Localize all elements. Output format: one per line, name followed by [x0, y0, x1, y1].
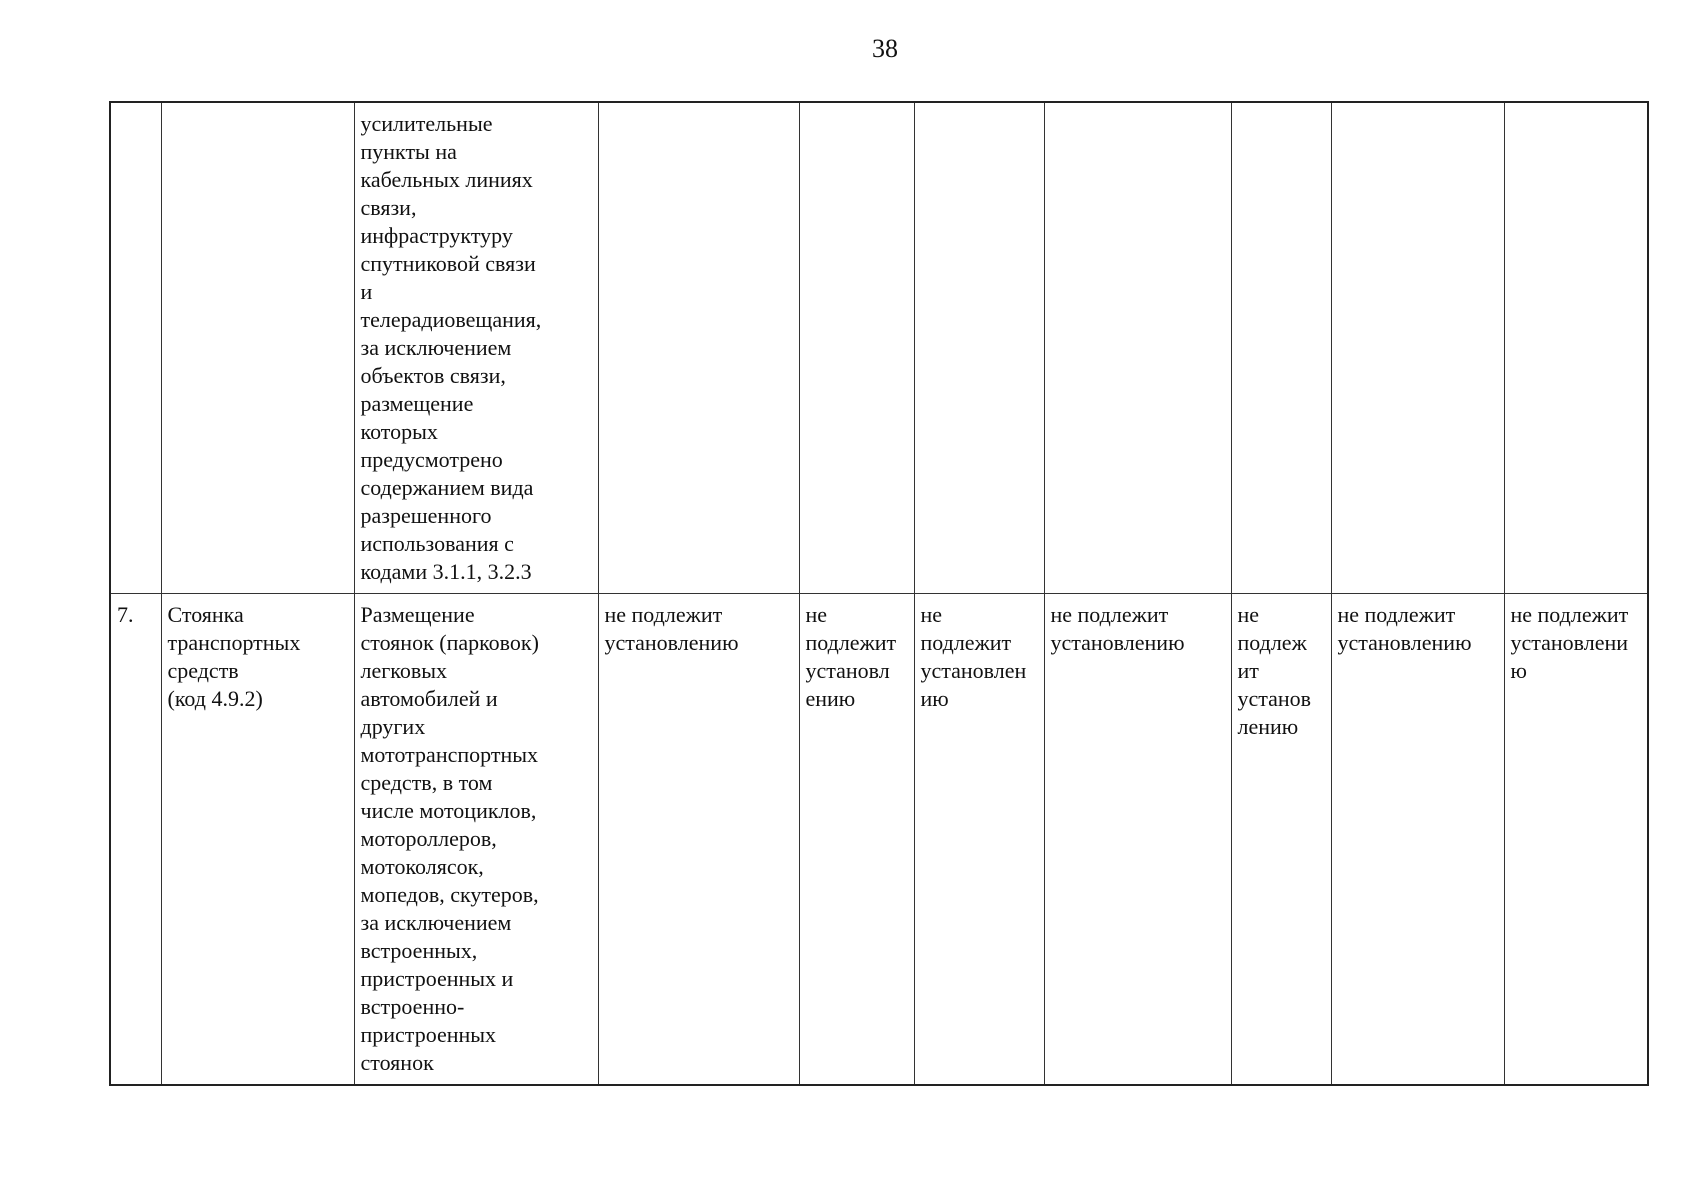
regulations-table — [109, 101, 1649, 1086]
table-row — [110, 594, 1648, 1086]
table-row — [110, 102, 1648, 594]
cell-use-name — [161, 102, 354, 594]
cell-param-5: не подлежит установл ению — [799, 594, 914, 1086]
cell-use-description: усилительные пункты на кабельных линиях связи, инфраструктуру спутниковой связи и телерадиовещания, за исключением объектов связи, размещение которых предусмотрено содержанием вида разрешенного использования с кодами 3.1.1, 3.2.3 — [354, 102, 598, 594]
cell-number — [110, 102, 161, 594]
cell-param-6 — [914, 102, 1044, 594]
cell-param-9: не подлежит установлению — [1331, 594, 1504, 1086]
cell-param-10 — [1504, 102, 1648, 594]
cell-param-5 — [799, 102, 914, 594]
cell-param-10: не подлежит установлени ю — [1504, 594, 1648, 1086]
cell-param-6: не подлежит установлен ию — [914, 594, 1044, 1086]
cell-param-8 — [1231, 102, 1331, 594]
cell-param-9 — [1331, 102, 1504, 594]
cell-param-8: не подлеж ит установ лению — [1231, 594, 1331, 1086]
cell-param-4 — [598, 102, 799, 594]
cell-param-7 — [1044, 102, 1231, 594]
cell-param-7: не подлежит установлению — [1044, 594, 1231, 1086]
cell-param-4: не подлежит установлению — [598, 594, 799, 1086]
cell-use-name: Стоянка транспортных средств (код 4.9.2) — [161, 594, 354, 1086]
cell-number: 7. — [110, 594, 161, 1086]
page-number: 38 — [872, 34, 898, 63]
cell-use-description: Размещение стоянок (парковок) легковых автомобилей и других мототранспортных средств, в том числе мотоциклов, мотороллеров, мотоколясок, мопедов, скутеров, за исключением встроенных, пристроенных и встроенно- пристроенных стоянок — [354, 594, 598, 1086]
